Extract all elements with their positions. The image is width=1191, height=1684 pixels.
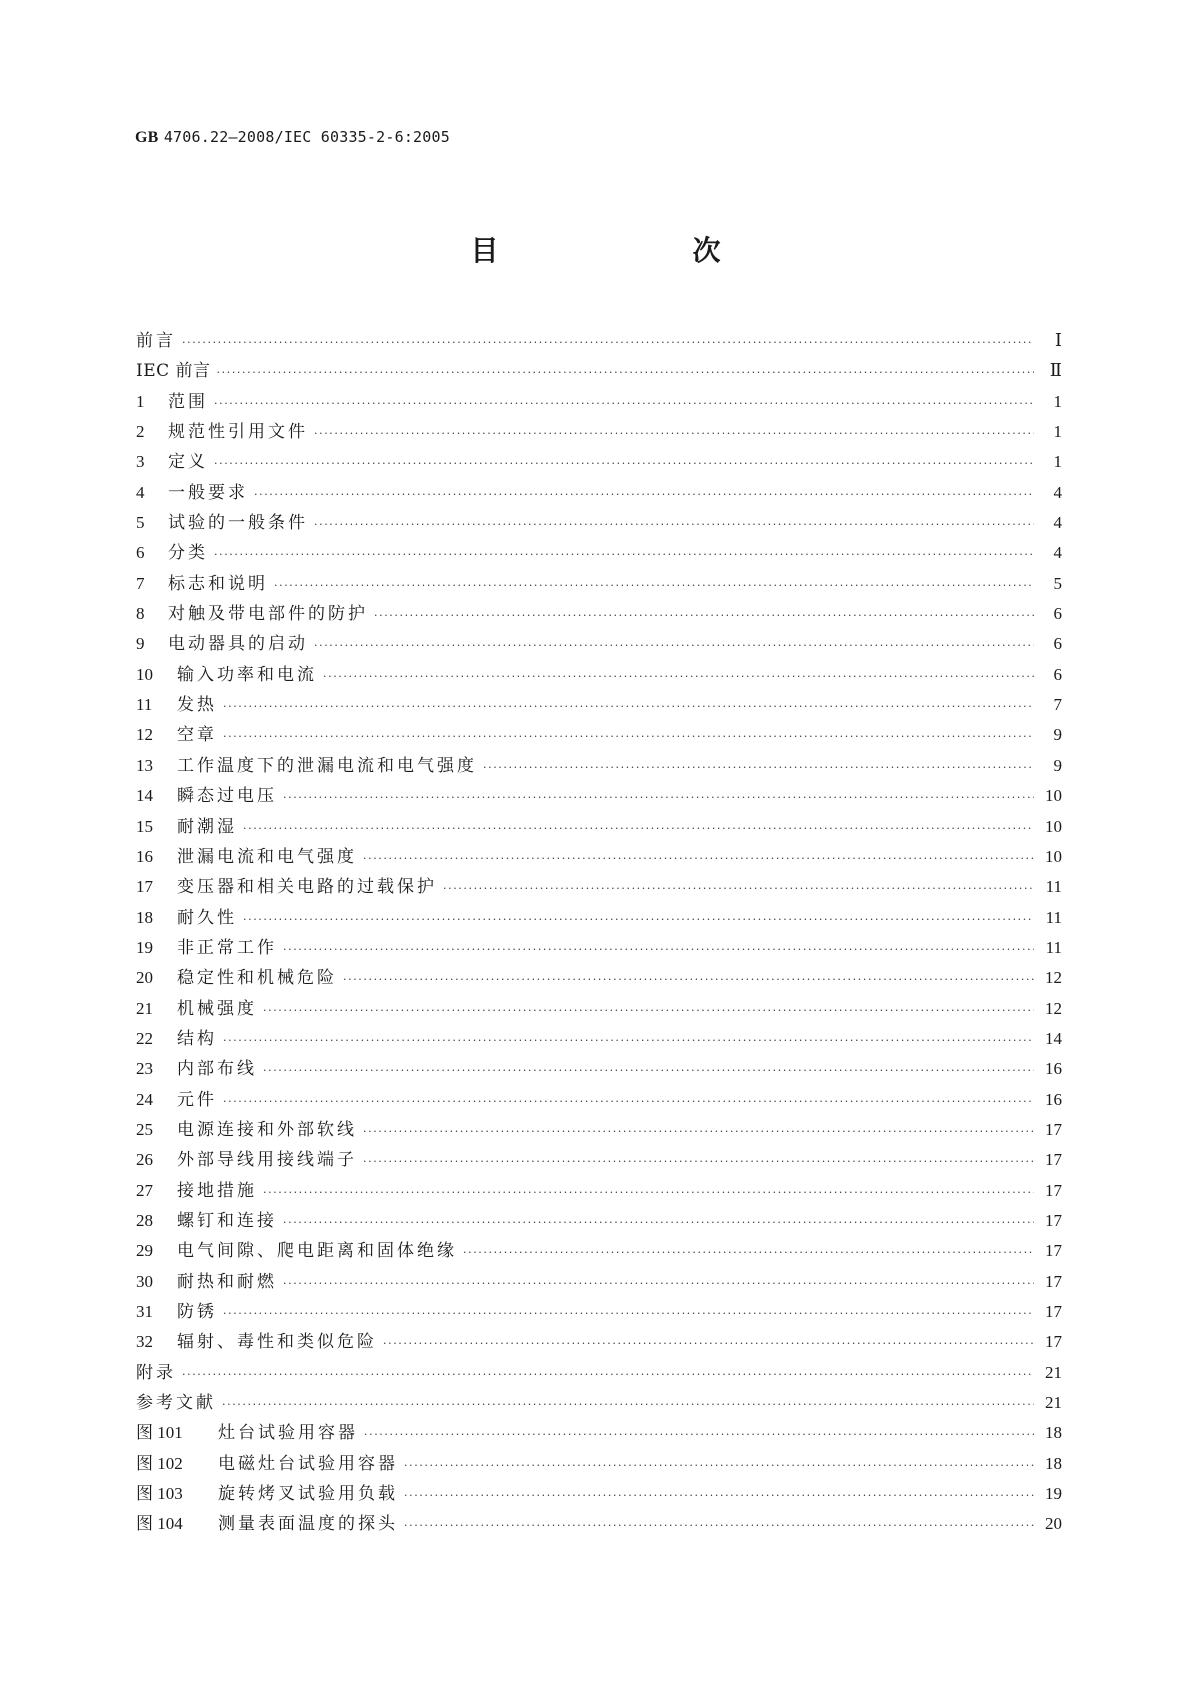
toc-leader-dots [404,1481,1034,1511]
toc-entry-number: 21 [136,998,153,1018]
toc-entry [136,1388,1062,1418]
toc-entry-number: 31 [136,1302,153,1321]
toc-entry [136,903,1062,933]
document-header [135,127,450,147]
toc-leader-dots [363,844,1034,874]
toc-entry-title: 接地措施 [177,1180,257,1201]
toc-leader-dots [223,1299,1034,1329]
toc-entry-title: 输入功率和电流 [177,664,317,685]
toc-entry [136,1297,1062,1327]
toc-entry-title: 对触及带电部件的防护 [168,604,368,625]
toc-entry-title: 发热 [177,695,217,716]
toc-entry-title: 一般要求 [168,482,248,503]
toc-entry [136,1206,1062,1236]
toc-entry-title: 机械强度 [177,998,257,1019]
toc-entry-title: 螺钉和连接 [177,1210,277,1231]
toc-entry-page: 17 [1045,1180,1062,1200]
toc-entry-title: 规范性引用文件 [168,422,308,443]
toc-entry-number: 3 [136,452,145,472]
toc-entry [136,447,1062,477]
toc-entry-page: 4 [1053,543,1062,563]
toc-entry-title: 空章 [177,725,217,746]
toc-entry-title: 瞬态过电压 [177,786,277,807]
toc-leader-dots [274,571,1034,601]
toc-entry-page: 5 [1053,573,1062,593]
toc-entry-number: 25 [136,1119,153,1139]
toc-entry-title: 试验的一般条件 [168,513,308,534]
toc-entry-number: 26 [136,1150,153,1170]
toc-entry-number: 12 [136,725,153,745]
toc-entry [136,1479,1062,1509]
toc-entry-page: 17 [1045,1119,1062,1139]
toc-leader-dots [222,1390,1034,1420]
toc-leader-dots [214,540,1034,570]
toc-entry [136,387,1062,417]
toc-entry [136,781,1062,811]
toc-entry-title: 测量表面温度的探头 [218,1514,398,1535]
toc-entry [136,1418,1062,1448]
toc-entry-page: 17 [1045,1241,1062,1261]
toc-entry-page: 1 [1053,391,1062,411]
toc-entry-page: 11 [1045,937,1062,957]
toc-entry-page: 1 [1053,452,1062,472]
toc-entry [136,994,1062,1024]
toc-entry-page: 16 [1045,1089,1062,1109]
toc-leader-dots [223,1087,1034,1117]
toc-entry-title: 防锈 [177,1302,217,1322]
toc-leader-dots [263,1056,1034,1086]
toc-entry-title: 外部导线用接线端子 [177,1150,357,1171]
toc-entry-title: 电磁灶台试验用容器 [218,1453,398,1474]
toc-leader-dots [283,1208,1034,1238]
toc-entry [136,1085,1062,1115]
toc-entry-page: 14 [1045,1028,1062,1048]
toc-entry-number: 图 104 [136,1514,183,1534]
toc-leader-dots [323,662,1034,692]
toc-entry-number: 14 [136,786,153,806]
toc-entry [136,1449,1062,1479]
toc-leader-dots [383,1329,1034,1359]
toc-entry-title: 电动器具的启动 [168,634,308,655]
toc-leader-dots [223,1026,1034,1056]
toc-leader-dots [314,419,1034,449]
toc-entry [136,933,1062,963]
toc-leader-dots [263,996,1034,1026]
toc-entry-title: 标志和说明 [168,573,268,594]
toc-entry [136,720,1062,750]
toc-leader-dots [404,1511,1034,1541]
toc-entry-number: 7 [136,573,145,593]
toc-entry-page: Ⅱ [1049,360,1062,382]
toc-entry-page: Ⅰ [1054,330,1062,351]
toc-entry-number: 图 103 [136,1484,183,1504]
toc-entry-number: 15 [136,816,153,836]
toc-entry [136,1267,1062,1297]
toc-entry-number: 28 [136,1210,153,1230]
toc-entry-page: 18 [1045,1423,1062,1443]
toc-leader-dots [483,753,1034,783]
toc-entry-title: 耐热和耐燃 [177,1271,277,1292]
toc-leader-dots [243,814,1034,844]
toc-leader-dots [217,358,1034,388]
toc-leader-dots [223,692,1034,722]
toc-entry-title: 变压器和相关电路的过载保护 [177,877,437,898]
toc-entry-title: 定义 [168,452,208,473]
toc-entry-page: 17 [1045,1271,1062,1291]
toc-entry-page: 4 [1053,513,1062,533]
toc-entry-number: 18 [136,907,153,927]
toc-entry-page: 11 [1045,907,1062,927]
toc-entry-page: 4 [1053,482,1062,502]
toc-entry-number: 4 [136,482,145,502]
toc-entry-title: 元件 [177,1089,217,1110]
toc-entry-page: 6 [1053,604,1062,624]
toc-entry [136,690,1062,720]
toc-leader-dots [363,1117,1034,1147]
toc-entry-number: 5 [136,513,145,533]
toc-entry-number: 24 [136,1089,153,1109]
toc-leader-dots [243,905,1034,935]
toc-entry-title: 参考文献 [136,1393,216,1414]
toc-leader-dots [314,510,1034,540]
toc-entry-number: 16 [136,846,153,866]
toc-entry-number: 2 [136,422,145,442]
toc-entry-number: 22 [136,1028,153,1048]
toc-entry-title: 结构 [177,1028,217,1049]
toc-entry [136,478,1062,508]
toc-entry-title: 分类 [168,543,208,564]
toc-entry-page: 12 [1045,968,1062,988]
toc-entry-page: 11 [1045,877,1062,897]
toc-entry-number: 23 [136,1059,153,1079]
toc-entry [136,538,1062,568]
toc-entry-page: 12 [1045,998,1062,1018]
toc-entry [136,326,1062,356]
toc-entry [136,842,1062,872]
toc-entry-number: 8 [136,604,145,624]
toc-entry-page: 10 [1045,786,1062,806]
toc-entry [136,1145,1062,1175]
toc-entry-page: 17 [1045,1332,1062,1352]
toc-entry-title: 耐潮湿 [177,816,237,837]
toc-entry [136,356,1062,386]
toc-entry-page: 17 [1045,1302,1062,1321]
toc-leader-dots [463,1238,1034,1268]
toc-entry [136,1115,1062,1145]
toc-entry-page: 1 [1053,422,1062,442]
toc-entry-number: 29 [136,1241,153,1261]
toc-entry-title: IEC 前言 [136,361,211,382]
toc-entry-page: 6 [1053,634,1062,654]
toc-entry [136,508,1062,538]
toc-entry-title: 电气间隙、爬电距离和固体绝缘 [177,1241,457,1262]
toc-leader-dots [364,1420,1034,1450]
toc-entry-page: 21 [1045,1362,1062,1382]
toc-entry-title: 灶台试验用容器 [218,1423,358,1444]
toc-entry-title: 辐射、毒性和类似危险 [177,1332,377,1353]
toc-entry-number: 1 [136,391,145,411]
toc-entry-number: 17 [136,877,153,897]
toc-entry [136,599,1062,629]
toc-leader-dots [254,480,1034,510]
toc-entry-page: 6 [1053,664,1062,684]
toc-entry-title: 工作温度下的泄漏电流和电气强度 [177,755,477,776]
toc-entry-number: 11 [136,695,153,715]
toc-leader-dots [182,328,1034,358]
toc-entry [136,417,1062,447]
toc-entry [136,1327,1062,1357]
page-title: 目 次 [470,234,767,267]
toc-entry-page: 21 [1045,1393,1062,1413]
toc-leader-dots [443,874,1034,904]
toc-entry [136,1509,1062,1539]
toc-entry-number: 13 [136,755,153,775]
toc-leader-dots [283,1269,1034,1299]
toc-entry [136,751,1062,781]
toc-entry-title: 泄漏电流和电气强度 [177,846,357,867]
toc-entry-page: 17 [1045,1210,1062,1230]
toc-leader-dots [223,722,1034,752]
toc-entry [136,1024,1062,1054]
toc-entry-title: 非正常工作 [177,937,277,958]
toc-entry-number: 9 [136,634,145,654]
toc-leader-dots [263,1178,1034,1208]
toc-entry-number: 32 [136,1332,153,1352]
toc-entry-number: 10 [136,664,153,684]
toc-entry [136,660,1062,690]
toc-leader-dots [283,783,1034,813]
toc-leader-dots [363,1147,1034,1177]
toc-entry-title: 稳定性和机械危险 [177,968,337,989]
standard-prefix: GB [135,129,159,146]
toc-entry [136,569,1062,599]
toc-entry-page: 19 [1045,1484,1062,1504]
toc-entry-title: 电源连接和外部软线 [177,1119,357,1140]
standard-number: 4706.22—2008/IEC 60335-2-6:2005 [163,128,450,146]
toc-entry-title: 耐久性 [177,907,237,928]
toc-leader-dots [404,1451,1034,1481]
toc-entry-title: 附录 [136,1362,176,1383]
toc-leader-dots [314,631,1034,661]
toc-entry-number: 30 [136,1271,153,1291]
toc-entry [136,872,1062,902]
toc-leader-dots [214,389,1034,419]
toc-entry-title: 旋转烤叉试验用负载 [218,1484,398,1505]
toc-entry [136,812,1062,842]
toc-leader-dots [374,601,1034,631]
toc-entry [136,963,1062,993]
toc-entry-page: 7 [1053,695,1062,715]
toc-entry-page: 20 [1045,1514,1062,1534]
toc-entry-number: 19 [136,937,153,957]
toc-entry-number: 图 102 [136,1453,183,1473]
toc-entry-number: 27 [136,1180,153,1200]
toc-entry [136,1176,1062,1206]
toc-entry [136,1236,1062,1266]
toc-entry-number: 6 [136,543,145,563]
toc-entry-title: 内部布线 [177,1059,257,1080]
toc-entry [136,629,1062,659]
toc-leader-dots [283,935,1034,965]
toc-entry [136,1054,1062,1084]
toc-entry-number: 图 101 [136,1423,183,1443]
toc-entry-page: 18 [1045,1453,1062,1473]
toc-entry-page: 9 [1053,725,1062,745]
toc-entry-title: 范围 [168,391,208,412]
table-of-contents [136,326,1062,1540]
toc-entry-page: 9 [1053,755,1062,775]
toc-entry-page: 16 [1045,1059,1062,1079]
toc-entry-page: 17 [1045,1150,1062,1170]
toc-entry-title: 前言 [136,331,176,351]
toc-leader-dots [343,965,1034,995]
toc-leader-dots [182,1360,1034,1390]
toc-entry [136,1358,1062,1388]
toc-leader-dots [214,449,1034,479]
toc-entry-page: 10 [1045,816,1062,836]
toc-entry-number: 20 [136,968,153,988]
toc-entry-page: 10 [1045,846,1062,866]
